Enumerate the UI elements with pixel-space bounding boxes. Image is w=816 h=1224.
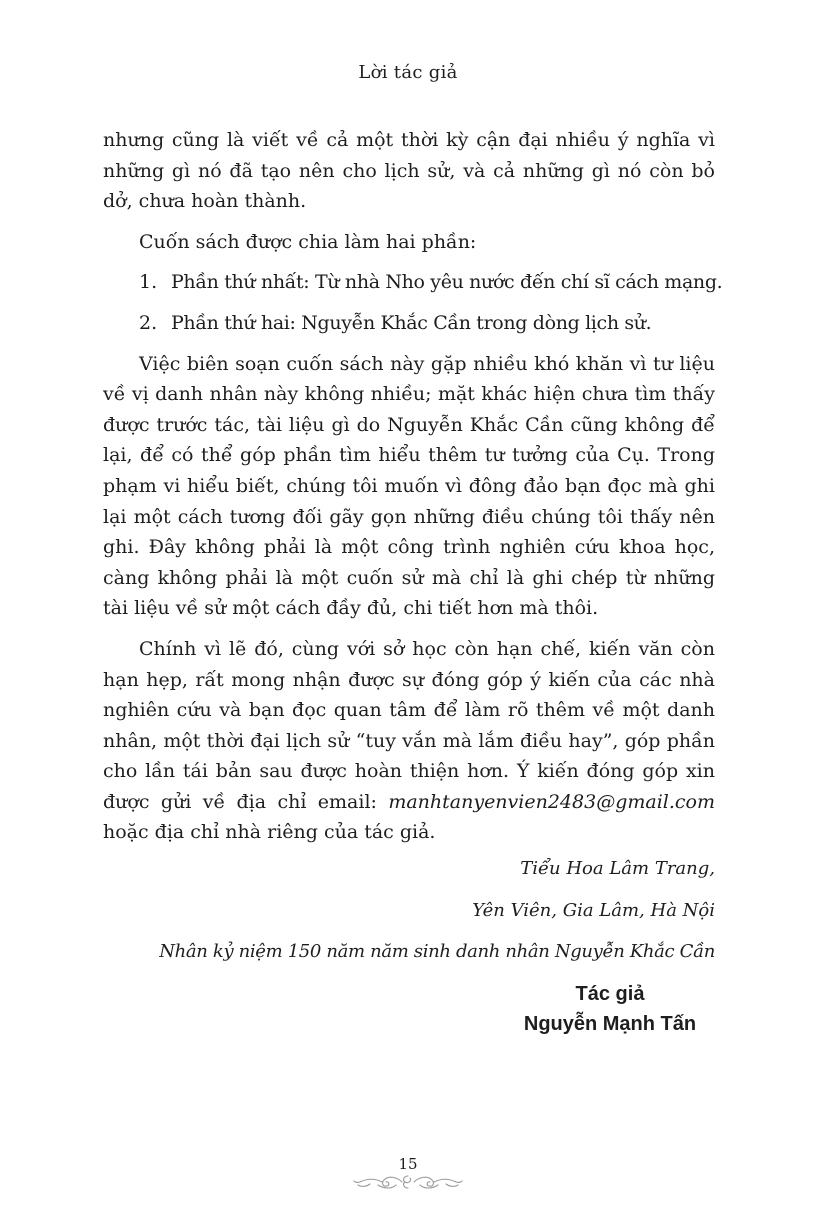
page-number: 15 — [398, 1155, 418, 1173]
author-role: Tác giả — [575, 983, 645, 1005]
list-number: 2. — [139, 311, 158, 334]
list-item — [103, 267, 723, 298]
list-text: Phần thứ hai: Nguyễn Khắc Cần trong dòng lịch sử. — [171, 311, 652, 334]
email-address: manhtanyenvien2483@gmail.com — [388, 790, 715, 813]
signoff-address: Yên Viên, Gia Lâm, Hà Nội — [472, 900, 715, 921]
paragraph-4-text: Chính vì lẽ đó, cùng với sở học còn hạn chế, kiến văn còn hạn hẹp, rất mong nhận được sự đóng góp ý kiến của các nhà nghiên cứu và bạn đọc quan tâm để làm rõ thêm về một danh nhân, một thời đại lịch sử “tuy vắn mà lắm điều hay”, góp phần cho lần tái bản sau được hoàn thiện hơn. Ý kiến đóng góp xin được gửi về địa chỉ email: — [103, 637, 715, 813]
decorative-flourish-icon — [352, 1172, 464, 1192]
signoff-occasion: Nhân kỷ niệm 150 năm năm sinh danh nhân Nguyễn Khắc Cần — [159, 941, 715, 962]
paragraph-3: Việc biên soạn cuốn sách này gặp nhiều khó khăn vì tư liệu về vị danh nhân này không nhiều; mặt khác hiện chưa tìm thấy được trước tác, tài liệu gì do Nguyễn Khắc Cần cũng không để lại, để có thể góp phần tìm hiểu thêm tư tưởng của Cụ. Trong phạm vi hiểu biết, chúng tôi muốn vì đông đảo bạn đọc mà ghi lại một cách tương đối gãy gọn những điều chúng tôi thấy nên ghi. Đây không phải là một công trình nghiên cứu khoa học, càng không phải là một cuốn sử mà chỉ là ghi chép từ những tài liệu về sử một cách đầy đủ, chi tiết hơn mà thôi. — [103, 352, 715, 620]
paragraph-4-ending: hoặc địa chỉ nhà riêng của tác giả. — [103, 821, 436, 844]
signoff-place: Tiểu Hoa Lâm Trang, — [520, 858, 715, 879]
paragraph-1: nhưng cũng là viết về cả một thời kỳ cận đại nhiều ý nghĩa vì những gì nó đã tạo nên cho lịch sử, và cả những gì nó còn bỏ dở, chưa hoàn thành. — [103, 129, 715, 213]
paragraph-2: Cuốn sách được chia làm hai phần: — [139, 230, 477, 253]
paragraph-4 — [103, 634, 715, 848]
author-name: Nguyễn Mạnh Tấn — [523, 1013, 697, 1035]
list-text: Phần thứ nhất: Từ nhà Nho yêu nước đến chí sĩ cách mạng. — [171, 271, 723, 294]
list-item — [103, 308, 715, 339]
list-number: 1. — [139, 271, 158, 294]
body-text — [103, 125, 723, 858]
running-title: Lời tác giả — [358, 62, 458, 83]
